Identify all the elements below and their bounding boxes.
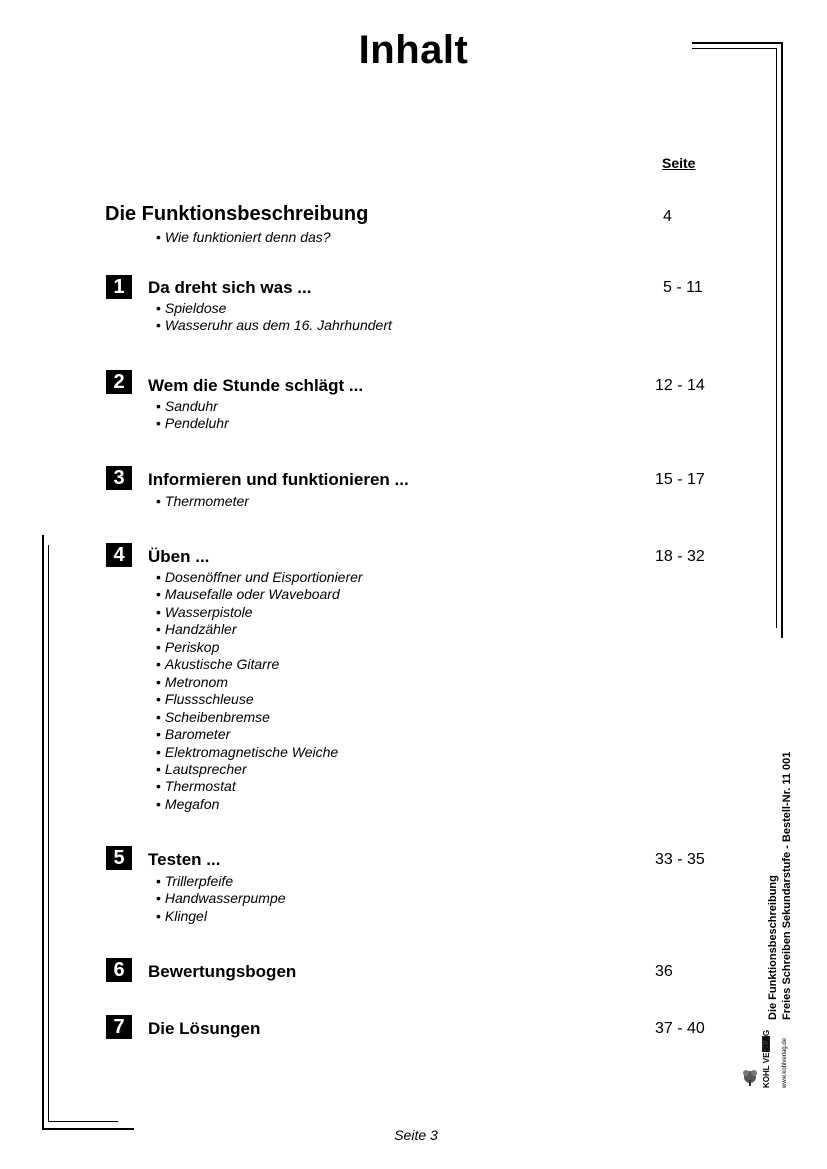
page-title: Inhalt: [358, 28, 469, 72]
section-title-1: Da dreht sich was ...: [148, 278, 312, 297]
frame-line-right-inner: [776, 48, 777, 628]
section-number-6: 6: [106, 958, 132, 982]
section-pages-1: 5 - 11: [663, 279, 703, 296]
section-items-5: [156, 873, 286, 925]
list-item: • Handzähler: [156, 621, 237, 638]
section-title-7: Die Lösungen: [148, 1019, 261, 1038]
list-item: • Spieldose: [156, 300, 227, 316]
section-title-4: Üben ...: [148, 547, 210, 566]
side-line-1: Die Funktionsbeschreibung: [767, 875, 779, 1020]
publisher-url: www.kohlverlag.de: [782, 1037, 788, 1088]
frame-line-bottom-inner: [48, 1121, 118, 1122]
list-item: • Scheibenbremse: [156, 708, 270, 725]
section-number-5: 5: [106, 846, 132, 870]
pages-column-header: Seite: [662, 155, 696, 171]
list-item: • Wie funktioniert denn das?: [156, 229, 331, 245]
section-title-6: Bewertungsbogen: [148, 962, 297, 981]
list-item: • Handwasserpumpe: [156, 890, 286, 907]
section-pages-3: 15 - 17: [655, 471, 705, 488]
section-number-1: 1: [106, 275, 132, 299]
section-title-3: Informieren und funktionieren ...: [148, 470, 409, 489]
page-number: Seite 3: [394, 1127, 438, 1143]
list-item: • Megafon: [156, 795, 220, 812]
list-item: • Wasseruhr aus dem 16. Jahrhundert: [156, 317, 392, 334]
list-item: • Sanduhr: [156, 398, 218, 414]
section-title-5: Testen ...: [148, 850, 221, 869]
side-line-2: Freies Schreiben Sekundarstufe - Bestell-Nr. 11 001: [781, 751, 793, 1020]
list-item: • Thermometer: [156, 493, 249, 509]
list-item: • Akustische Gitarre: [156, 656, 280, 673]
list-item: • Lautsprecher: [156, 760, 247, 777]
side-imprint: [766, 752, 794, 1020]
list-item: • Flussschleuse: [156, 691, 254, 708]
list-item: • Pendeluhr: [156, 415, 229, 432]
section-items-1: [156, 300, 392, 335]
list-item: • Mausefalle oder Waveboard: [156, 586, 340, 603]
section-number-7: 7: [106, 1015, 132, 1039]
section-title-2: Wem die Stunde schlägt ...: [148, 376, 364, 395]
section-number-3: 3: [106, 466, 132, 490]
section-items-4: [156, 569, 363, 813]
intro-title: Die Funktionsbeschreibung: [105, 203, 369, 225]
list-item: • Periskop: [156, 638, 220, 655]
list-item: • Klingel: [156, 907, 207, 924]
section-number-2: 2: [106, 370, 132, 394]
frame-line-left-outer: [42, 535, 44, 1130]
list-item: • Thermostat: [156, 778, 236, 795]
section-items-2: [156, 398, 229, 433]
intro-pages: 4: [663, 208, 672, 225]
frame-line-top-inner: [692, 48, 777, 49]
list-item: • Dosenöffner und Eisportionierer: [156, 569, 363, 585]
section-pages-7: 37 - 40: [655, 1020, 705, 1037]
intro-items: [156, 229, 331, 246]
list-item: • Wasserpistole: [156, 603, 253, 620]
section-number-4: 4: [106, 543, 132, 567]
list-item: • Barometer: [156, 726, 231, 743]
section-pages-4: 18 - 32: [655, 548, 705, 565]
frame-line-top-outer: [692, 42, 783, 44]
list-item: • Metronom: [156, 673, 228, 690]
frame-line-right-outer: [781, 42, 783, 638]
publisher-name: KOHL VERLAG: [762, 1029, 771, 1088]
frame-line-left-inner: [48, 545, 49, 1122]
section-pages-6: 36: [655, 963, 673, 980]
section-items-3: [156, 493, 249, 510]
publisher-logo-icon: [742, 1024, 792, 1088]
list-item: • Trillerpfeife: [156, 873, 234, 889]
list-item: • Elektromagnetische Weiche: [156, 743, 339, 760]
section-pages-2: 12 - 14: [655, 377, 705, 394]
section-pages-5: 33 - 35: [655, 851, 705, 868]
